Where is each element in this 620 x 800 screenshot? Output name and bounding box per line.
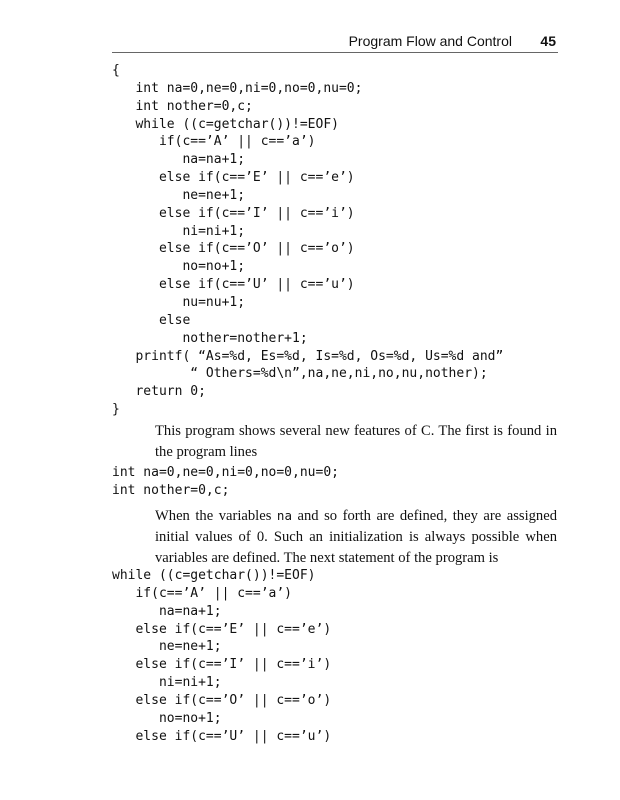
code-listing-declarations: int na=0,ne=0,ni=0,no=0,nu=0; int nother=0,c; [112, 465, 339, 498]
paragraph-program-features: This program shows several new features of C. The first is found in the program lines [155, 423, 557, 460]
page-number: 45 [540, 33, 556, 49]
code-listing-full-program: { int na=0,ne=0,ni=0,no=0,nu=0; int nother=0,c; while ((c=getchar())!=EOF) if(c==’A’ || c==’a’) na=na+1; else if(c==’E’ || c==’e’) ne=ne+1; else if(c==’I’ || c==’i’) ni=ni+1; else if(c==’O’ || c==’o’) no=no+1; else if(c==’U’ || c==’u’) nu=nu+1; else nother=nother+1; printf( “As=%d, Es=%d, Is=%d, Os=%d, Us=%d and” “ Others=%d\n”,na,ne,ni,no,nu,nother); return 0; } [112, 63, 504, 418]
inline-code-na: na [276, 508, 292, 523]
code-listing-while-loop: while ((c=getchar())!=EOF) if(c==’A’ || c==’a’) na=na+1; else if(c==’E’ || c==’e’) ne=ne+1; else if(c==’I’ || c==’i’) ni=ni+1; else if(c==’O’ || c==’o’) no=no+1; else if(c==’U’ || c==’u’) [112, 568, 332, 744]
paragraph-text-after: and so forth are defined, they are assigned initial values of 0. Such an initialization is always possible when variables are defined. The next statement of the program is [155, 508, 557, 566]
paragraph-initialization [155, 505, 557, 569]
running-title: Program Flow and Control [348, 33, 512, 49]
paragraph-text-before: When the variables [155, 508, 277, 524]
page-header [112, 30, 558, 53]
